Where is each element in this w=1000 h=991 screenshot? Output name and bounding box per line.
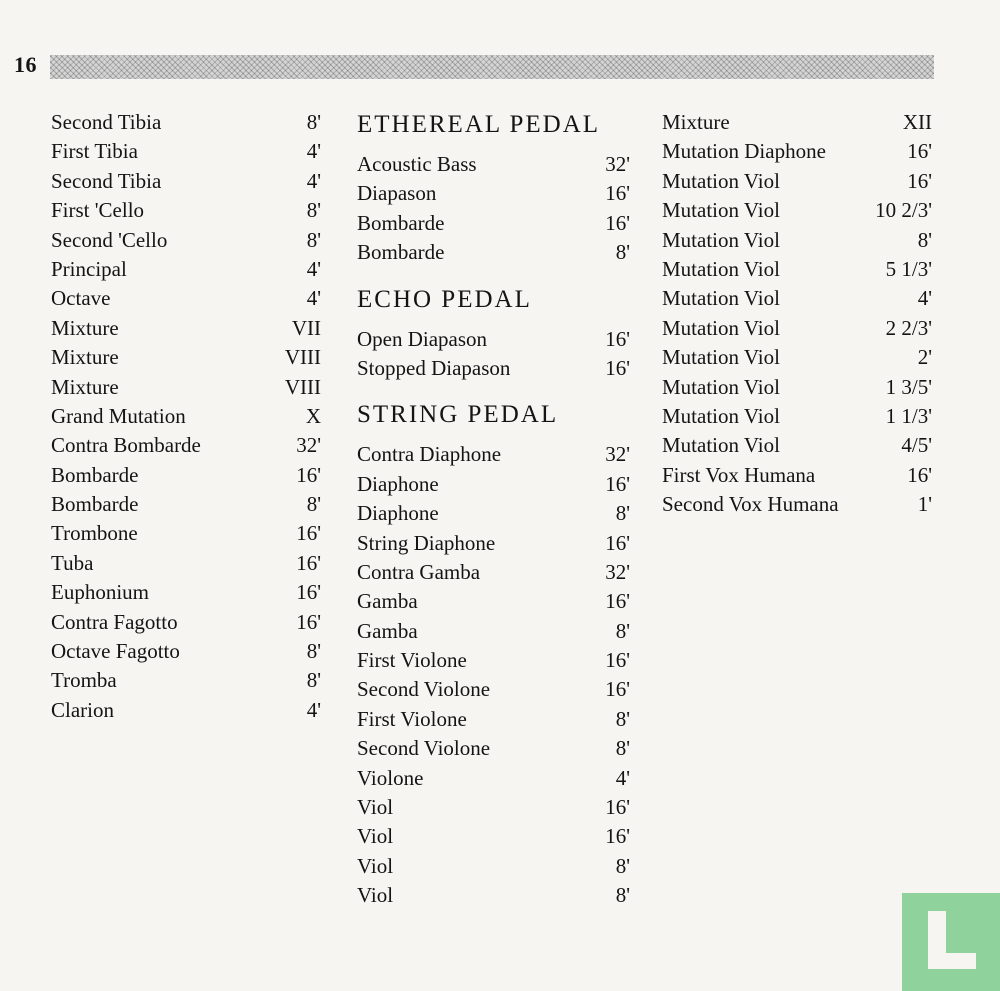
stop-pitch: 16' bbox=[296, 521, 321, 546]
stop-pitch: 8' bbox=[615, 618, 630, 643]
stop-row bbox=[51, 578, 321, 607]
stop-pitch: 2' bbox=[917, 345, 932, 370]
stop-pitch: VIII bbox=[284, 374, 321, 399]
stop-pitch: VIII bbox=[284, 345, 321, 370]
stop-pitch: 32' bbox=[605, 442, 630, 467]
stop-row bbox=[357, 705, 630, 734]
stop-row bbox=[51, 549, 321, 578]
stop-pitch: 16' bbox=[605, 795, 630, 820]
stop-name: Contra Gamba bbox=[357, 559, 481, 584]
stop-name: Bombarde bbox=[51, 492, 139, 517]
stop-row bbox=[51, 490, 321, 519]
stop-name: First Vox Humana bbox=[662, 462, 816, 487]
stop-pitch: 1 3/5' bbox=[885, 374, 932, 399]
stop-pitch: 4' bbox=[306, 168, 321, 193]
stop-row bbox=[51, 519, 321, 548]
stop-pitch: 2 2/3' bbox=[885, 315, 932, 340]
stop-pitch: 16' bbox=[605, 355, 630, 380]
stop-pitch: 16' bbox=[907, 139, 932, 164]
stop-pitch: 8' bbox=[306, 227, 321, 252]
stop-pitch: 8' bbox=[306, 668, 321, 693]
stop-name: Mixture bbox=[51, 374, 119, 399]
stop-row bbox=[662, 314, 932, 343]
stop-row bbox=[51, 431, 321, 460]
stop-row bbox=[357, 499, 630, 528]
stop-name: Second Tibia bbox=[51, 110, 162, 134]
stop-pitch: 8' bbox=[615, 501, 630, 526]
stop-row bbox=[357, 325, 630, 354]
stop-row bbox=[51, 314, 321, 343]
stop-name: First Violone bbox=[357, 648, 467, 673]
stop-pitch: 4' bbox=[615, 765, 630, 790]
stop-name: Second Violone bbox=[357, 736, 491, 761]
stop-name: Bombarde bbox=[357, 210, 445, 235]
stop-name: Mixture bbox=[51, 315, 119, 340]
stop-row bbox=[662, 137, 932, 166]
stop-name: Violone bbox=[357, 765, 424, 790]
stop-row bbox=[51, 196, 321, 225]
section-title: ECHO PEDAL bbox=[357, 285, 532, 313]
stop-name: Gamba bbox=[357, 618, 418, 643]
stop-pitch: 16' bbox=[605, 471, 630, 496]
stop-pitch: 16' bbox=[296, 550, 321, 575]
stop-row bbox=[357, 617, 630, 646]
stop-name: Diaphone bbox=[357, 471, 439, 496]
stop-name: Viol bbox=[357, 883, 394, 908]
stop-name: Octave bbox=[51, 286, 111, 311]
stop-row bbox=[357, 764, 630, 793]
stop-row bbox=[51, 284, 321, 313]
stop-row bbox=[357, 150, 630, 179]
stop-name: Second 'Cello bbox=[51, 227, 168, 252]
stop-pitch: 16' bbox=[605, 530, 630, 555]
stop-pitch: 32' bbox=[605, 152, 630, 176]
stop-pitch: 16' bbox=[605, 824, 630, 849]
stop-pitch: 16' bbox=[907, 462, 932, 487]
stop-pitch: 8' bbox=[306, 492, 321, 517]
section-title: STRING PEDAL bbox=[357, 401, 559, 429]
stop-name: Open Diapason bbox=[357, 326, 488, 351]
stop-name: Viol bbox=[357, 824, 394, 849]
stop-pitch: 16' bbox=[605, 210, 630, 235]
stop-row bbox=[51, 608, 321, 637]
stop-row bbox=[662, 226, 932, 255]
stop-row bbox=[357, 470, 630, 499]
stop-row bbox=[51, 637, 321, 666]
stop-name: Contra Bombarde bbox=[51, 433, 201, 458]
stop-pitch: 16' bbox=[296, 462, 321, 487]
stop-name: Mixture bbox=[51, 345, 119, 370]
stop-row bbox=[662, 167, 932, 196]
stop-name: Mutation Viol bbox=[662, 345, 780, 370]
column-pedal-divisions bbox=[357, 108, 630, 911]
header-pattern-bar bbox=[50, 55, 934, 79]
stop-name: Bombarde bbox=[357, 240, 445, 265]
page-number: 16 bbox=[14, 52, 37, 77]
stop-name: Contra Fagotto bbox=[51, 609, 178, 634]
stop-name: Mutation Viol bbox=[662, 256, 780, 281]
stop-name: Mutation Viol bbox=[662, 168, 780, 193]
stop-pitch: 16' bbox=[605, 648, 630, 673]
stop-pitch: 8' bbox=[306, 110, 321, 134]
stop-pitch: 8' bbox=[615, 853, 630, 878]
stop-name: Tuba bbox=[51, 550, 94, 575]
stop-row bbox=[662, 196, 932, 225]
stop-pitch: 4' bbox=[306, 286, 321, 311]
stop-pitch: 8' bbox=[306, 639, 321, 664]
stop-name: Principal bbox=[51, 256, 127, 281]
stop-row bbox=[662, 108, 932, 137]
stop-name: Viol bbox=[357, 853, 394, 878]
stop-name: Euphonium bbox=[51, 580, 149, 605]
stop-name: Mutation Diaphone bbox=[662, 139, 826, 164]
stop-pitch: 16' bbox=[605, 677, 630, 702]
stop-name: First Violone bbox=[357, 706, 467, 731]
stop-pitch: 16' bbox=[605, 326, 630, 351]
stop-name: String Diaphone bbox=[357, 530, 496, 555]
stop-pitch: 8' bbox=[615, 240, 630, 265]
stop-name: Trombone bbox=[51, 521, 138, 546]
stop-row bbox=[51, 461, 321, 490]
stop-row bbox=[357, 852, 630, 881]
stop-name: Mutation Viol bbox=[662, 403, 780, 428]
stop-row bbox=[357, 440, 630, 469]
stop-name: First 'Cello bbox=[51, 198, 145, 223]
stop-row bbox=[51, 137, 321, 166]
stop-name: Clarion bbox=[51, 697, 114, 722]
stop-row bbox=[357, 558, 630, 587]
stop-pitch: 8' bbox=[615, 706, 630, 731]
stop-row bbox=[51, 226, 321, 255]
stop-pitch: 5 1/3' bbox=[885, 256, 932, 281]
stop-row bbox=[662, 343, 932, 372]
stop-pitch: 8' bbox=[917, 227, 932, 252]
stop-row bbox=[662, 373, 932, 402]
stop-name: Diaphone bbox=[357, 501, 439, 526]
section-title: ETHEREAL PEDAL bbox=[357, 111, 601, 138]
logo-badge bbox=[902, 893, 1000, 991]
stop-row bbox=[51, 343, 321, 372]
stop-row bbox=[357, 793, 630, 822]
stop-row bbox=[51, 373, 321, 402]
stop-name: Mixture bbox=[662, 110, 730, 134]
stop-pitch: 16' bbox=[296, 609, 321, 634]
stop-row bbox=[51, 255, 321, 284]
stop-name: Acoustic Bass bbox=[357, 152, 477, 176]
stop-name: Bombarde bbox=[51, 462, 139, 487]
column-mutation-stops bbox=[662, 108, 932, 519]
stop-row bbox=[51, 666, 321, 695]
stop-row bbox=[357, 354, 630, 383]
stop-pitch: 10 2/3' bbox=[875, 198, 932, 223]
stop-row bbox=[357, 179, 630, 208]
stop-name: Octave Fagotto bbox=[51, 639, 180, 664]
stop-pitch: 4' bbox=[917, 286, 932, 311]
stop-pitch: 1' bbox=[917, 492, 932, 517]
stop-name: Second Vox Humana bbox=[662, 492, 839, 517]
stop-row bbox=[357, 881, 630, 910]
stop-name: Mutation Viol bbox=[662, 374, 780, 399]
stop-pitch: 4' bbox=[306, 139, 321, 164]
stop-name: First Tibia bbox=[51, 139, 138, 164]
stop-pitch: 1 1/3' bbox=[885, 403, 932, 428]
column-manual-stops bbox=[51, 108, 321, 725]
stop-name: Mutation Viol bbox=[662, 286, 780, 311]
stop-row bbox=[357, 529, 630, 558]
stop-row bbox=[662, 461, 932, 490]
stop-pitch: 16' bbox=[605, 181, 630, 206]
stop-row bbox=[662, 431, 932, 460]
stop-pitch: 4/5' bbox=[901, 433, 932, 458]
stop-pitch: XII bbox=[902, 110, 932, 134]
stop-name: Second Violone bbox=[357, 677, 491, 702]
stop-pitch: VII bbox=[291, 315, 321, 340]
stop-name: Tromba bbox=[51, 668, 117, 693]
stop-pitch: 16' bbox=[605, 589, 630, 614]
stop-name: Second Tibia bbox=[51, 168, 162, 193]
stop-pitch: 16' bbox=[296, 580, 321, 605]
stop-row bbox=[662, 490, 932, 519]
stop-pitch: 4' bbox=[306, 697, 321, 722]
stop-name: Mutation Viol bbox=[662, 315, 780, 340]
stop-row bbox=[51, 167, 321, 196]
logo-l-icon bbox=[928, 911, 976, 969]
stop-pitch: X bbox=[305, 403, 321, 428]
stop-row bbox=[51, 696, 321, 725]
stop-pitch: 8' bbox=[306, 198, 321, 223]
stop-name: Stopped Diapason bbox=[357, 355, 511, 380]
stop-pitch: 32' bbox=[296, 433, 321, 458]
stop-row bbox=[51, 108, 321, 137]
stop-name: Mutation Viol bbox=[662, 227, 780, 252]
stop-row bbox=[51, 402, 321, 431]
stop-name: Gamba bbox=[357, 589, 418, 614]
stop-pitch: 8' bbox=[615, 883, 630, 908]
stop-row bbox=[357, 734, 630, 763]
stop-name: Diapason bbox=[357, 181, 437, 206]
stop-pitch: 4' bbox=[306, 256, 321, 281]
stop-row bbox=[357, 822, 630, 851]
stop-row bbox=[662, 284, 932, 313]
stop-row bbox=[357, 646, 630, 675]
stop-pitch: 8' bbox=[615, 736, 630, 761]
stop-row bbox=[357, 587, 630, 616]
stop-row bbox=[662, 402, 932, 431]
stop-row bbox=[662, 255, 932, 284]
stop-name: Grand Mutation bbox=[51, 403, 186, 428]
stop-row bbox=[357, 209, 630, 238]
stop-row bbox=[357, 675, 630, 704]
stop-name: Viol bbox=[357, 795, 394, 820]
stop-name: Contra Diaphone bbox=[357, 442, 502, 467]
stop-pitch: 32' bbox=[605, 559, 630, 584]
stop-name: Mutation Viol bbox=[662, 198, 780, 223]
stop-row bbox=[357, 238, 630, 267]
stop-pitch: 16' bbox=[907, 168, 932, 193]
stop-name: Mutation Viol bbox=[662, 433, 780, 458]
